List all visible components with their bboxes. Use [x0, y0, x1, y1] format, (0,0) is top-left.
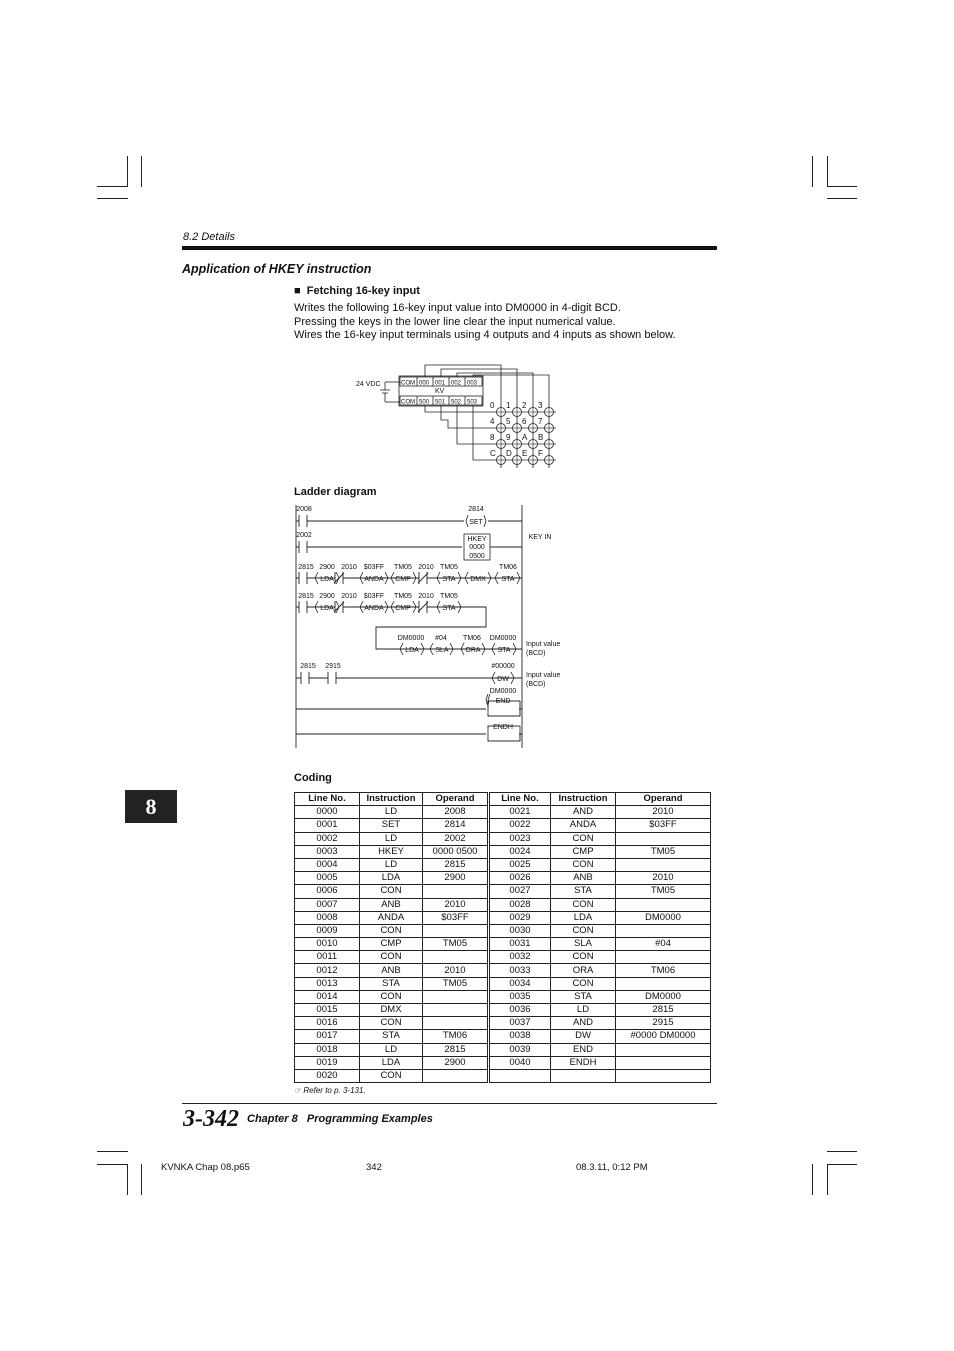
func-ora: ORA [465, 647, 481, 654]
table-cell: 0030 [489, 924, 551, 937]
column-header: Line No. [489, 793, 551, 806]
table-cell [616, 924, 711, 937]
table-cell: 0040 [489, 1056, 551, 1069]
func-anda: ANDA [364, 605, 384, 612]
table-cell: 0017 [295, 1030, 360, 1043]
table-row [295, 1056, 711, 1069]
table-cell: 0023 [489, 832, 551, 845]
table-cell: DMX [360, 1004, 423, 1017]
rung-label: 2010 [341, 564, 357, 571]
table-cell [551, 1069, 616, 1082]
func-sta: STA [501, 576, 515, 583]
page-number: 3-342 [183, 1106, 239, 1132]
table-cell: 0031 [489, 938, 551, 951]
table-cell: ORA [551, 964, 616, 977]
rung-label: TM05 [440, 564, 458, 571]
table-cell: 0000 [295, 806, 360, 819]
terminal-label: 001 [435, 380, 446, 387]
table-row [295, 990, 711, 1003]
table-cell [616, 858, 711, 871]
ladder-diagram [290, 500, 580, 752]
table-cell: CON [360, 990, 423, 1003]
table-cell: 0010 [295, 938, 360, 951]
description-line: Pressing the keys in the lower line clear the input numerical value. [294, 315, 616, 328]
contact-label: 2915 [325, 663, 341, 670]
table-cell: LDA [360, 872, 423, 885]
coding-heading: Coding [294, 772, 332, 784]
rung-label: 2900 [319, 564, 335, 571]
terminal-label: 002 [451, 380, 462, 387]
func-cmp: CMP [395, 605, 411, 612]
header-rule [182, 246, 717, 250]
chapter-tab: 8 [125, 790, 177, 823]
rung-label: DM0000 [489, 635, 517, 642]
rung-comment: (BCD) [526, 681, 546, 688]
terminal-label: COM [401, 380, 415, 387]
table-row [295, 1017, 711, 1030]
rung-label: 2010 [418, 564, 434, 571]
table-cell: 0022 [489, 819, 551, 832]
rung-label: 2010 [418, 593, 434, 600]
rung-label: 2010 [341, 593, 357, 600]
table-row [295, 885, 711, 898]
table-row [295, 924, 711, 937]
hkey-operand: 0500 [469, 553, 485, 560]
table-cell: CON [360, 1017, 423, 1030]
table-cell: DM0000 [616, 990, 711, 1003]
table-cell: CON [360, 924, 423, 937]
table-cell: 0008 [295, 911, 360, 924]
table-cell: 2900 [423, 1056, 489, 1069]
table-row [295, 819, 711, 832]
table-cell: 2815 [423, 1043, 489, 1056]
terminal-label: 501 [435, 399, 446, 406]
table-cell: 0002 [295, 832, 360, 845]
subsection-title: Fetching 16-key input [306, 285, 420, 297]
rung-label: TM06 [499, 564, 517, 571]
func-sla: SLA [435, 647, 449, 654]
table-cell: 0036 [489, 1004, 551, 1017]
key-label: 8 [490, 433, 495, 442]
table-cell: $03FF [616, 819, 711, 832]
table-cell [423, 951, 489, 964]
table-cell: CMP [551, 845, 616, 858]
terminal-label: COM [401, 399, 415, 406]
column-header: Operand [616, 793, 711, 806]
terminal-label: 500 [419, 399, 430, 406]
table-cell: ANB [360, 964, 423, 977]
table-cell [616, 832, 711, 845]
table-cell: $03FF [423, 911, 489, 924]
table-cell: STA [551, 990, 616, 1003]
table-cell: LD [360, 806, 423, 819]
table-header-row [295, 793, 711, 806]
table-cell: 2915 [616, 1017, 711, 1030]
rung-label: TM05 [394, 564, 412, 571]
table-cell: 0013 [295, 977, 360, 990]
table-cell: 2008 [423, 806, 489, 819]
table-cell: TM05 [423, 938, 489, 951]
subsection-heading [294, 285, 420, 297]
coding-table [294, 792, 711, 1083]
table-row [295, 1030, 711, 1043]
key-label: E [522, 449, 528, 458]
func-sta: STA [497, 647, 511, 654]
table-cell: #0000 DM0000 [616, 1030, 711, 1043]
table-cell: 0011 [295, 951, 360, 964]
table-cell: CON [360, 1069, 423, 1082]
table-cell: LD [360, 832, 423, 845]
table-cell [616, 898, 711, 911]
table-cell: 0016 [295, 1017, 360, 1030]
description-line: Writes the following 16-key input value into DM0000 in 4-digit BCD. [294, 302, 621, 314]
table-cell: CON [551, 951, 616, 964]
rung-label: 2815 [298, 564, 314, 571]
column-header: Line No. [295, 793, 360, 806]
table-cell: 0021 [489, 806, 551, 819]
table-cell: AND [551, 1017, 616, 1030]
table-cell: STA [360, 1030, 423, 1043]
rung-comment: Input value [526, 672, 561, 679]
table-cell: 0035 [489, 990, 551, 1003]
table-row [295, 1004, 711, 1017]
table-cell: LDA [551, 911, 616, 924]
table-cell [423, 1069, 489, 1082]
table-cell: ANB [360, 898, 423, 911]
slug-file: KVNKA Chap 08.p65 [161, 1162, 250, 1173]
table-row [295, 911, 711, 924]
table-cell: 0014 [295, 990, 360, 1003]
footer-rule [182, 1103, 717, 1104]
table-cell: 0039 [489, 1043, 551, 1056]
description-line: Wires the 16-key input terminals using 4 outputs and 4 inputs as shown below. [294, 329, 676, 341]
table-cell: CON [551, 858, 616, 871]
rung-label: DM0000 [397, 635, 425, 642]
table-cell [489, 1069, 551, 1082]
rung-label: TM05 [394, 593, 412, 600]
table-cell: 2815 [423, 858, 489, 871]
table-cell: 0032 [489, 951, 551, 964]
table-cell: 0000 0500 [423, 845, 489, 858]
func-end: END [495, 698, 511, 705]
func-sta: STA [442, 605, 456, 612]
table-cell: 0038 [489, 1030, 551, 1043]
table-cell: 0028 [489, 898, 551, 911]
table-cell: SET [360, 819, 423, 832]
func-lda: LDA [405, 647, 419, 654]
table-cell: 0026 [489, 872, 551, 885]
terminal-label: 000 [419, 380, 430, 387]
table-cell: DW [551, 1030, 616, 1043]
table-row [295, 872, 711, 885]
unit-label: KV [435, 388, 445, 395]
table-cell: TM05 [616, 885, 711, 898]
table-cell: 0024 [489, 845, 551, 858]
table-cell: 2002 [423, 832, 489, 845]
table-cell: 0009 [295, 924, 360, 937]
func-sta: STA [442, 576, 456, 583]
key-label: 9 [506, 433, 511, 442]
table-cell: 0004 [295, 858, 360, 871]
table-cell: STA [551, 885, 616, 898]
key-label: 5 [506, 417, 511, 426]
table-cell: ANB [551, 872, 616, 885]
key-label: 3 [538, 401, 543, 410]
table-cell: SLA [551, 938, 616, 951]
table-row [295, 832, 711, 845]
table-row [295, 1069, 711, 1082]
contact-label: 2002 [296, 532, 312, 539]
table-row [295, 898, 711, 911]
dw-operand: #00000 [491, 663, 515, 670]
func-endh: ENDH [493, 724, 513, 731]
table-cell: 0025 [489, 858, 551, 871]
table-cell [616, 1056, 711, 1069]
reference-text: Refer to p. 3-131. [303, 1086, 366, 1095]
table-cell: ENDH [551, 1056, 616, 1069]
table-cell: TM06 [423, 1030, 489, 1043]
footer-chapter: Chapter 8 Programming Examples [247, 1113, 433, 1125]
description [294, 302, 676, 343]
table-row [295, 1043, 711, 1056]
func-lda: LDA [320, 605, 334, 612]
table-cell [616, 951, 711, 964]
contact-label: 2008 [296, 506, 312, 513]
rung-label: $03FF [363, 564, 385, 571]
key-label: 7 [538, 417, 543, 426]
rung-label: 2900 [319, 593, 335, 600]
table-row [295, 951, 711, 964]
table-cell [616, 1043, 711, 1056]
table-cell: 0034 [489, 977, 551, 990]
table-cell: CMP [360, 938, 423, 951]
rung-label: 2815 [298, 593, 314, 600]
rung-label: TM06 [463, 635, 481, 642]
table-cell: 0001 [295, 819, 360, 832]
table-cell: 0037 [489, 1017, 551, 1030]
terminal-label: 503 [467, 399, 478, 406]
func-dmx: DMX [470, 576, 486, 583]
table-cell: CON [551, 898, 616, 911]
wiring-diagram [350, 360, 570, 472]
table-cell: 0033 [489, 964, 551, 977]
table-cell: HKEY [360, 845, 423, 858]
rung-label: #04 [435, 635, 447, 642]
hkey-box: HKEY [467, 536, 487, 543]
key-label: 6 [522, 417, 527, 426]
table-row [295, 806, 711, 819]
refer-arrow-icon: ☞ [294, 1086, 302, 1095]
table-cell: 0029 [489, 911, 551, 924]
table-cell: CON [551, 832, 616, 845]
table-cell: ANDA [551, 819, 616, 832]
func-anda: ANDA [364, 576, 384, 583]
table-cell: DM0000 [616, 911, 711, 924]
table-cell: STA [360, 977, 423, 990]
rung-comment: KEY IN [528, 534, 552, 541]
table-cell: 0007 [295, 898, 360, 911]
table-cell: 0003 [295, 845, 360, 858]
table-cell: 2815 [616, 1004, 711, 1017]
rung-comment: Input value [526, 641, 561, 648]
table-cell: 0005 [295, 872, 360, 885]
table-cell: 0027 [489, 885, 551, 898]
func-dw: DW [497, 676, 509, 683]
table-row [295, 938, 711, 951]
table-cell: 0012 [295, 964, 360, 977]
key-label: A [522, 433, 528, 442]
key-label: 1 [506, 401, 511, 410]
section-label: 8.2 Details [183, 231, 235, 243]
table-cell: 2010 [423, 964, 489, 977]
terminal-label: 003 [467, 380, 478, 387]
slug-page: 342 [366, 1162, 382, 1173]
table-cell: ANDA [360, 911, 423, 924]
table-cell: CON [551, 977, 616, 990]
table-cell: 2814 [423, 819, 489, 832]
contact-label: 2815 [300, 663, 316, 670]
dw-operand: DM0000 [489, 688, 517, 695]
table-cell: TM05 [616, 845, 711, 858]
table-cell: CON [551, 924, 616, 937]
key-label: C [490, 449, 496, 458]
key-label: 4 [490, 417, 495, 426]
table-row [295, 964, 711, 977]
column-header: Operand [423, 793, 489, 806]
terminal-label: 502 [451, 399, 462, 406]
table-cell: CON [360, 885, 423, 898]
hkey-operand: 0000 [469, 544, 485, 551]
table-cell [423, 885, 489, 898]
table-row [295, 858, 711, 871]
table-cell: 2900 [423, 872, 489, 885]
column-header: Instruction [360, 793, 423, 806]
table-cell [423, 924, 489, 937]
table-cell: END [551, 1043, 616, 1056]
table-cell: CON [360, 951, 423, 964]
key-label: B [538, 433, 544, 442]
table-cell: LDA [360, 1056, 423, 1069]
func-cmp: CMP [395, 576, 411, 583]
key-label: 0 [490, 401, 495, 410]
key-label: D [506, 449, 512, 458]
slug-date: 08.3.11, 0:12 PM [576, 1162, 648, 1173]
table-cell: 2010 [423, 898, 489, 911]
bullet-square-icon: ■ [294, 285, 301, 297]
rung-comment: (BCD) [526, 650, 546, 657]
coil-label: 2814 [468, 506, 484, 513]
key-label: 2 [522, 401, 527, 410]
table-cell [616, 977, 711, 990]
table-cell: 2010 [616, 872, 711, 885]
rung-label: TM05 [440, 593, 458, 600]
table-cell: AND [551, 806, 616, 819]
reference-note [294, 1086, 366, 1095]
table-cell: 0015 [295, 1004, 360, 1017]
table-cell: 0020 [295, 1069, 360, 1082]
table-cell: 0019 [295, 1056, 360, 1069]
table-cell: TM06 [616, 964, 711, 977]
table-row [295, 845, 711, 858]
table-cell: TM05 [423, 977, 489, 990]
table-cell: 0006 [295, 885, 360, 898]
func-lda: LDA [320, 576, 334, 583]
table-cell: 0018 [295, 1043, 360, 1056]
table-cell [423, 1017, 489, 1030]
table-cell [616, 1069, 711, 1082]
rung-label: $03FF [363, 593, 385, 600]
table-cell [423, 1004, 489, 1017]
table-cell: #04 [616, 938, 711, 951]
set-coil: SET [469, 519, 483, 526]
table-cell: LD [551, 1004, 616, 1017]
table-cell: 2010 [616, 806, 711, 819]
ladder-heading: Ladder diagram [294, 486, 377, 498]
table-cell [423, 990, 489, 1003]
table-row [295, 977, 711, 990]
table-cell: LD [360, 858, 423, 871]
column-header: Instruction [551, 793, 616, 806]
page-heading: Application of HKEY instruction [182, 262, 372, 276]
supply-label: 24 VDC [356, 381, 381, 388]
key-label: F [538, 449, 543, 458]
table-cell: LD [360, 1043, 423, 1056]
